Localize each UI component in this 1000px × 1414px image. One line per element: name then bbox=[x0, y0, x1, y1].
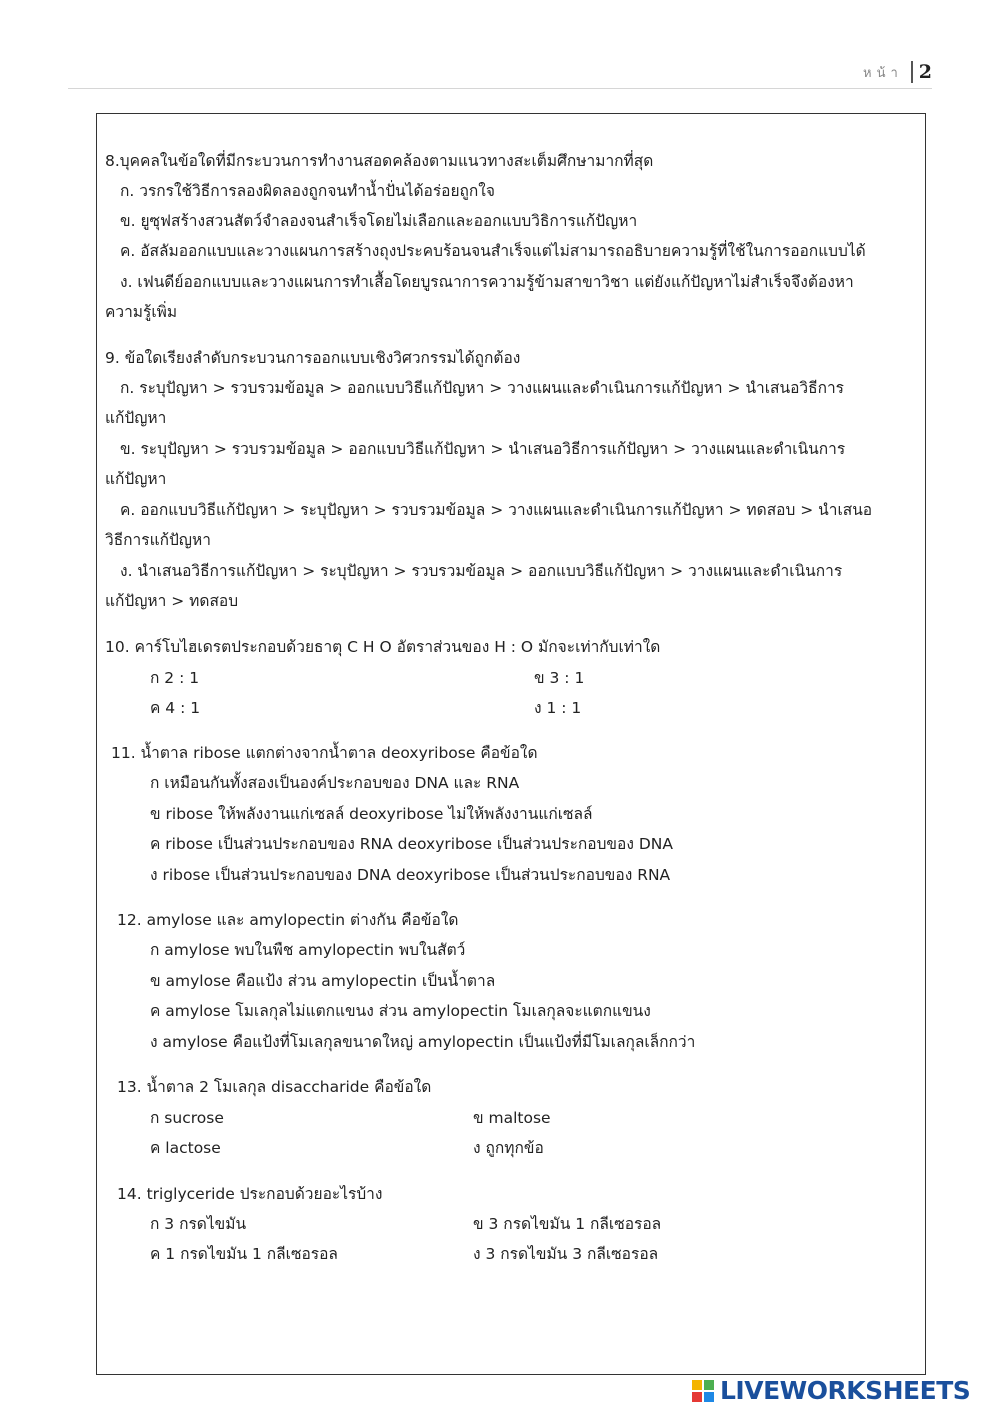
q12-choice-c[interactable]: ค amylose โมเลกุลไม่แตกแขนง ส่วน amylopectin โมเลกุลจะแตกแขนง bbox=[150, 1002, 651, 1020]
q11-stem: 11. น้ำตาล ribose แตกต่างจากน้ำตาล deoxyribose คือข้อใด bbox=[111, 744, 538, 762]
q11-choice-b[interactable]: ข ribose ให้พลังงานแก่เซลล์ deoxyribose ไม่ให้พลังงานแก่เซลล์ bbox=[150, 805, 593, 823]
q11-choice-c[interactable]: ค ribose เป็นส่วนประกอบของ RNA deoxyribose เป็นส่วนประกอบของ DNA bbox=[150, 835, 673, 853]
q14-choice-c[interactable]: ค 1 กรดไขมัน 1 กลีเซอรอล bbox=[150, 1245, 338, 1263]
page-number: 2 bbox=[918, 61, 932, 83]
q13-choice-a[interactable]: ก sucrose bbox=[150, 1109, 224, 1127]
q10-choice-b[interactable]: ข 3 : 1 bbox=[534, 669, 585, 687]
q9-choice-b[interactable]: ข. ระบุปัญหา > รวบรวมข้อมูล > ออกแบบวิธีแก้ปัญหา > นำเสนอวิธีการแก้ปัญหา > วางแผนและดำเนินการ bbox=[120, 440, 846, 458]
q9-choice-c-cont: วิธีการแก้ปัญหา bbox=[105, 531, 211, 549]
header-divider bbox=[68, 88, 932, 89]
page-label: หน้า bbox=[863, 65, 903, 81]
q13-stem: 13. น้ำตาล 2 โมเลกุล disaccharide คือข้อใด bbox=[117, 1078, 432, 1096]
q10-choice-c[interactable]: ค 4 : 1 bbox=[150, 699, 201, 717]
q9-choice-a-cont: แก้ปัญหา bbox=[105, 409, 167, 427]
q9-choice-a[interactable]: ก. ระบุปัญหา > รวบรวมข้อมูล > ออกแบบวิธีแก้ปัญหา > วางแผนและดำเนินการแก้ปัญหา > นำเสนอวิธีการ bbox=[120, 379, 844, 397]
q10-choice-a[interactable]: ก 2 : 1 bbox=[150, 669, 200, 687]
q8-choice-c[interactable]: ค. อัสลัมออกแบบและวางแผนการสร้างถุงประคบร้อนจนสำเร็จแต่ไม่สามารถอธิบายความรู้ที่ใช้ในการออกแบบได้ bbox=[120, 242, 866, 260]
q8-choice-d[interactable]: ง. เฟนดีย์ออกแบบและวางแผนการทำเสื้อโดยบูรณาการความรู้ข้ามสาขาวิชา แต่ยังแก้ปัญหาไม่สำเร็จจึงต้องหา bbox=[120, 273, 854, 291]
q13-choice-d[interactable]: ง ถูกทุกข้อ bbox=[473, 1139, 544, 1157]
q9-choice-d-cont: แก้ปัญหา > ทดสอบ bbox=[105, 592, 239, 610]
logo-square bbox=[692, 1380, 702, 1390]
q9-choice-c[interactable]: ค. ออกแบบวิธีแก้ปัญหา > ระบุปัญหา > รวบรวมข้อมูล > วางแผนและดำเนินการแก้ปัญหา > ทดสอบ > นำเสนอ bbox=[120, 501, 873, 519]
q9-choice-b-cont: แก้ปัญหา bbox=[105, 470, 167, 488]
q13-choice-c[interactable]: ค lactose bbox=[150, 1139, 221, 1157]
q10-choice-d[interactable]: ง 1 : 1 bbox=[534, 699, 582, 717]
q11-choice-a[interactable]: ก เหมือนกันทั้งสองเป็นองค์ประกอบของ DNA และ RNA bbox=[150, 774, 520, 792]
q8-choice-b[interactable]: ข. ยูซุฟสร้างสวนสัตว์จำลองจนสำเร็จโดยไม่เลือกและออกแบบวิธิการแก้ปัญหา bbox=[120, 212, 638, 230]
q8-choice-d-cont: ความรู้เพิ่ม bbox=[105, 303, 178, 321]
q14-stem: 14. triglyceride ประกอบด้วยอะไรบ้าง bbox=[117, 1185, 383, 1203]
q10-stem: 10. คาร์โบไฮเดรตประกอบด้วยธาตุ C H O อัตราส่วนของ H : O มักจะเท่ากับเท่าใด bbox=[105, 638, 661, 656]
logo-square bbox=[704, 1380, 714, 1390]
q9-choice-d[interactable]: ง. นำเสนอวิธีการแก้ปัญหา > ระบุปัญหา > รวบรวมข้อมูล > ออกแบบวิธีแก้ปัญหา > วางแผนและดำเนินการ bbox=[120, 562, 843, 580]
q14-choice-a[interactable]: ก 3 กรดไขมัน bbox=[150, 1215, 247, 1233]
page-header bbox=[863, 58, 932, 86]
q12-choice-d[interactable]: ง amylose คือแป้งที่โมเลกุลขนาดใหญ่ amylopectin เป็นแป้งที่มีโมเลกุลเล็กกว่า bbox=[150, 1033, 696, 1051]
q14-choice-b[interactable]: ข 3 กรดไขมัน 1 กลีเซอรอล bbox=[473, 1215, 662, 1233]
q8-choice-a[interactable]: ก. วรกรใช้วิธีการลองผิดลองถูกจนทำน้ำปั่นได้อร่อยถูกใจ bbox=[120, 182, 495, 200]
liveworksheets-logo bbox=[692, 1376, 970, 1405]
logo-square bbox=[704, 1392, 714, 1402]
q11-choice-d[interactable]: ง ribose เป็นส่วนประกอบของ DNA deoxyribose เป็นส่วนประกอบของ RNA bbox=[150, 866, 671, 884]
q8-stem: 8.บุคคลในข้อใดที่มีกระบวนการทำงานสอดคล้องตามแนวทางสะเต็มศึกษามากที่สุด bbox=[105, 152, 654, 170]
logo-square bbox=[692, 1392, 702, 1402]
logo-text: LIVEWORKSHEETS bbox=[720, 1376, 971, 1405]
q12-stem: 12. amylose และ amylopectin ต่างกัน คือข้อใด bbox=[117, 911, 459, 929]
q12-choice-b[interactable]: ข amylose คือแป้ง ส่วน amylopectin เป็นน้ำตาล bbox=[150, 972, 496, 990]
q9-stem: 9. ข้อใดเรียงลำดับกระบวนการออกแบบเชิงวิศวกรรมได้ถูกต้อง bbox=[105, 349, 521, 367]
q13-choice-b[interactable]: ข maltose bbox=[473, 1109, 551, 1127]
logo-squares-icon bbox=[692, 1380, 714, 1402]
q14-choice-d[interactable]: ง 3 กรดไขมัน 3 กลีเซอรอล bbox=[473, 1245, 659, 1263]
page-separator bbox=[911, 61, 913, 83]
q12-choice-a[interactable]: ก amylose พบในพืช amylopectin พบในสัตว์ bbox=[150, 941, 466, 959]
